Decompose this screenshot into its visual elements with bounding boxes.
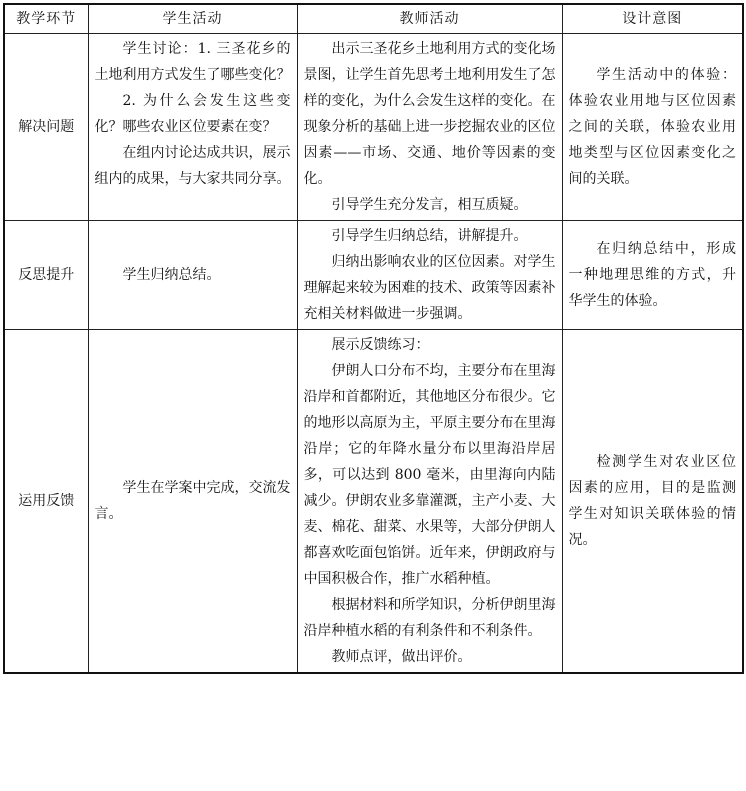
paragraph: 检测学生对农业区位因素的应用，目的是监测学生对知识关联体验的情况。 [568, 454, 736, 548]
student-activity-cell [88, 34, 297, 221]
paragraph: 2. 为什么会发生这些变化？哪些农业区位要素在变？ [94, 93, 291, 135]
design-intent-cell [562, 330, 743, 674]
paragraph: 在组内讨论达成共识，展示组内的成果，与大家共同分享。 [94, 145, 291, 187]
paragraph: 学生在学案中完成，交流发言。 [94, 480, 291, 522]
table-row [4, 34, 743, 221]
design-intent-cell [562, 221, 743, 330]
table-header-row [4, 4, 743, 34]
paragraph: 学生归纳总结。 [122, 267, 221, 283]
teacher-activity-cell [297, 221, 562, 330]
design-intent-cell [562, 34, 743, 221]
table-row [4, 221, 743, 330]
stage-cell: 运用反馈 [4, 330, 88, 674]
header-design-intent: 设计意图 [562, 4, 743, 34]
paragraph: 引导学生充分发言，相互质疑。 [331, 197, 528, 213]
student-activity-cell [88, 221, 297, 330]
paragraph: 学生活动中的体验：体验农业用地与区位因素之间的关联，体验农业用地类型与区位因素变化之间的关联。 [568, 67, 736, 187]
header-student-activity: 学生活动 [88, 4, 297, 34]
header-teacher-activity: 教师活动 [297, 4, 562, 34]
paragraph: 学生讨论：1. 三圣花乡的土地利用方式发生了哪些变化？ [94, 41, 291, 83]
header-stage: 教学环节 [4, 4, 88, 34]
paragraph: 在归纳总结中，形成一种地理思维的方式，升华学生的体验。 [568, 241, 736, 309]
student-activity-cell [88, 330, 297, 674]
paragraph: 展示反馈练习： [331, 337, 430, 353]
paragraph: 教师点评，做出评价。 [331, 649, 472, 665]
teacher-activity-cell [297, 330, 562, 674]
stage-cell: 反思提升 [4, 221, 88, 330]
paragraph: 出示三圣花乡土地利用方式的变化场景图，让学生首先思考土地利用发生了怎样的变化，为什么会发生这样的变化。在现象分析的基础上进一步挖掘农业的区位因素——市场、交通、地价等因素的变化。 [303, 41, 556, 187]
paragraph: 根据材料和所学知识，分析伊朗里海沿岸种植水稻的有利条件和不利条件。 [303, 597, 556, 639]
paragraph: 伊朗人口分布不均，主要分布在里海沿岸和首都附近，其他地区分布很少。它的地形以高原为主，平原主要分布在里海沿岸；它的年降水量分布以里海沿岸居多，可以达到 800 毫米，由里海向内陆减少。伊朗农业多靠灌溉，主产小麦、大麦、棉花、甜菜、水果等，大部分伊朗人都喜欢吃面包馅饼。近年来，伊朗政府与中国积极合作，推广水稻种植。 [303, 363, 556, 587]
table-row [4, 330, 743, 674]
paragraph: 归纳出影响农业的区位因素。对学生理解起来较为困难的技术、政策等因素补充相关材料做进一步强调。 [303, 254, 556, 322]
stage-cell: 解决问题 [4, 34, 88, 221]
paragraph: 引导学生归纳总结，讲解提升。 [331, 228, 528, 244]
lesson-plan-table [3, 3, 744, 674]
teacher-activity-cell [297, 34, 562, 221]
